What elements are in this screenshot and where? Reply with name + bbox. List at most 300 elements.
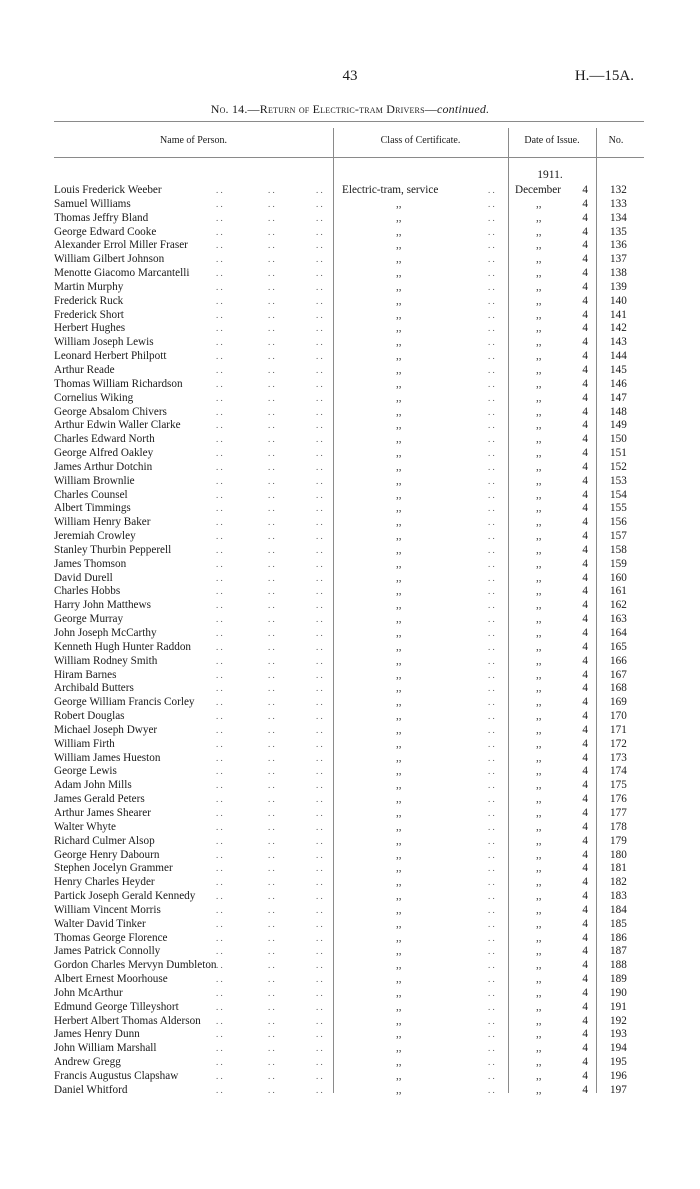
driver-name: Partick Joseph Gerald Kennedy (54, 890, 196, 903)
certificate-class: ,, (396, 973, 402, 986)
certificate-class: ,, (396, 197, 402, 210)
leader-dots: . . (268, 351, 275, 362)
leader-dots: . . (268, 849, 275, 860)
issue-day: 4 (582, 1000, 588, 1013)
issue-month: ,, (536, 682, 542, 695)
certificate-class: ,, (396, 848, 402, 861)
issue-month: ,, (536, 267, 542, 280)
driver-name: Samuel Williams (54, 197, 131, 210)
issue-day: 4 (582, 1056, 588, 1069)
table-row (0, 890, 700, 904)
driver-name: Walter Whyte (54, 820, 116, 833)
certificate-number: 178 (610, 820, 627, 833)
leader-dots: . . (316, 295, 323, 306)
certificate-class: ,, (396, 627, 402, 639)
table-row (0, 212, 700, 226)
leader-dots: . . (216, 406, 223, 417)
certificate-class: ,, (396, 571, 402, 584)
issue-day: 4 (582, 377, 588, 390)
driver-name: William James Hueston (54, 751, 161, 764)
driver-name: Daniel Whitford (54, 1083, 128, 1096)
certificate-number: 147 (610, 391, 627, 404)
year-label: 1911. (537, 169, 563, 181)
certificate-number: 184 (610, 903, 627, 916)
leader-dots: . . (488, 378, 495, 389)
certificate-number: 183 (610, 890, 627, 903)
certificate-class: ,, (396, 599, 402, 612)
certificate-number: 172 (610, 737, 627, 750)
driver-name: Henry Charles Heyder (54, 876, 155, 889)
leader-dots: . . (316, 877, 323, 888)
leader-dots: . . (268, 835, 275, 846)
table-row (0, 1056, 700, 1070)
leader-dots: . . (268, 517, 275, 528)
issue-day: 4 (582, 585, 588, 598)
issue-month: ,, (536, 973, 542, 986)
leader-dots: . . (216, 392, 223, 403)
leader-dots: . . (488, 974, 495, 985)
leader-dots: . . (268, 406, 275, 417)
leader-dots: . . (488, 794, 495, 805)
table-row (0, 530, 700, 544)
leader-dots: . . (268, 323, 275, 334)
issue-day: 4 (582, 959, 588, 972)
leader-dots: . . (216, 669, 223, 680)
certificate-class: ,, (396, 1070, 402, 1082)
leader-dots: . . (268, 614, 275, 625)
driver-name: George William Francis Corley (54, 696, 195, 709)
leader-dots: . . (488, 724, 495, 735)
issue-month: ,, (536, 834, 542, 847)
header-name: Name of Person. (160, 135, 227, 146)
issue-month: ,, (536, 654, 542, 667)
certificate-number: 156 (610, 516, 627, 529)
certificate-class: ,, (396, 737, 402, 750)
leader-dots: . . (488, 544, 495, 555)
table-row (0, 779, 700, 793)
issue-month: ,, (536, 308, 542, 321)
issue-day: 4 (582, 419, 588, 432)
leader-dots: . . (268, 461, 275, 472)
leader-dots: . . (316, 337, 323, 348)
table-row (0, 1001, 700, 1015)
issue-month: ,, (536, 710, 542, 723)
leader-dots: . . (216, 544, 223, 555)
issue-month: ,, (536, 627, 542, 639)
leader-dots: . . (316, 544, 323, 555)
leader-dots: . . (216, 849, 223, 860)
issue-day: 4 (582, 806, 588, 819)
certificate-class: ,, (396, 820, 402, 833)
certificate-number: 141 (610, 308, 627, 321)
leader-dots: . . (316, 434, 323, 445)
leader-dots: . . (268, 946, 275, 957)
leader-dots: . . (216, 240, 223, 251)
leader-dots: . . (268, 932, 275, 943)
leader-dots: . . (216, 378, 223, 389)
leader-dots: . . (488, 240, 495, 251)
leader-dots: . . (216, 987, 223, 998)
issue-day: 4 (582, 502, 588, 515)
table-title-main: No. 14.—Return of Electric-tram Drivers— (210, 102, 437, 116)
table-row (0, 489, 700, 503)
leader-dots: . . (316, 489, 323, 500)
leader-dots: . . (316, 448, 323, 459)
leader-dots: . . (268, 1029, 275, 1040)
leader-dots: . . (488, 807, 495, 818)
issue-day: 4 (582, 945, 588, 958)
issue-month: ,, (536, 945, 542, 958)
table-row (0, 849, 700, 863)
leader-dots: . . (216, 614, 223, 625)
certificate-class: ,, (396, 1028, 402, 1041)
certificate-class: ,, (396, 280, 402, 293)
leader-dots: . . (316, 503, 323, 514)
issue-day: 4 (582, 668, 588, 681)
driver-name: Cornelius Wiking (54, 391, 134, 404)
certificate-class: ,, (396, 447, 402, 460)
certificate-number: 191 (610, 1000, 627, 1013)
leader-dots: . . (268, 974, 275, 985)
issue-month: ,, (536, 917, 542, 930)
certificate-number: 188 (610, 959, 627, 972)
leader-dots: . . (316, 987, 323, 998)
issue-day: 4 (582, 640, 588, 653)
certificate-number: 145 (610, 363, 627, 376)
leader-dots: . . (268, 544, 275, 555)
driver-name: Louis Frederick Weeber (54, 184, 162, 196)
leader-dots: . . (316, 697, 323, 708)
driver-name: Martin Murphy (54, 280, 124, 293)
certificate-number: 144 (610, 350, 627, 363)
certificate-class: ,, (396, 779, 402, 792)
issue-month: ,, (536, 848, 542, 861)
leader-dots: . . (268, 531, 275, 542)
leader-dots: . . (268, 448, 275, 459)
leader-dots: . . (488, 738, 495, 749)
table-row (0, 419, 700, 433)
issue-day: 4 (582, 405, 588, 418)
issue-month: ,, (536, 211, 542, 224)
leader-dots: . . (268, 185, 275, 195)
leader-dots: . . (268, 281, 275, 292)
leader-dots: . . (216, 448, 223, 459)
certificate-class: ,, (396, 696, 402, 709)
leader-dots: . . (488, 600, 495, 611)
certificate-class: ,, (396, 723, 402, 736)
issue-month: ,, (536, 502, 542, 515)
leader-dots: . . (488, 503, 495, 514)
table-row (0, 267, 700, 281)
leader-dots: . . (316, 1057, 323, 1068)
leader-dots: . . (488, 821, 495, 832)
leader-dots: . . (216, 364, 223, 375)
issue-day: 4 (582, 197, 588, 210)
issue-month: ,, (536, 1083, 542, 1096)
issue-day: 4 (582, 613, 588, 626)
leader-dots: . . (316, 614, 323, 625)
table-row (0, 309, 700, 323)
leader-dots: . . (316, 863, 323, 874)
certificate-class: ,, (396, 986, 402, 999)
leader-dots: . . (216, 780, 223, 791)
leader-dots: . . (268, 364, 275, 375)
certificate-number: 195 (610, 1056, 627, 1069)
certificate-class: ,, (396, 959, 402, 972)
certificate-number: 161 (610, 585, 627, 598)
issue-month: ,, (536, 557, 542, 570)
certificate-number: 173 (610, 751, 627, 764)
leader-dots: . . (216, 1043, 223, 1054)
issue-day: 4 (582, 253, 588, 266)
table-row (0, 710, 700, 724)
leader-dots: . . (216, 821, 223, 832)
leader-dots: . . (268, 1043, 275, 1054)
table-row (0, 862, 700, 876)
leader-dots: . . (316, 1084, 323, 1095)
issue-month: ,, (536, 1028, 542, 1041)
issue-month: ,, (536, 253, 542, 266)
leader-dots: . . (488, 835, 495, 846)
driver-name: Stanley Thurbin Pepperell (54, 543, 172, 556)
leader-dots: . . (488, 185, 495, 195)
certificate-number: 162 (610, 599, 627, 612)
issue-month: ,, (536, 516, 542, 529)
leader-dots: . . (216, 863, 223, 874)
table-row (0, 599, 700, 613)
driver-name: Charles Counsel (54, 488, 128, 501)
leader-dots: . . (216, 724, 223, 735)
leader-dots: . . (316, 891, 323, 902)
issue-day: 4 (582, 751, 588, 764)
leader-dots: . . (488, 364, 495, 375)
certificate-number: 136 (610, 239, 627, 252)
issue-month: ,, (536, 1014, 542, 1027)
certificate-number: 170 (610, 710, 627, 723)
leader-dots: . . (488, 780, 495, 791)
table-row (0, 558, 700, 572)
driver-name: Gordon Charles Mervyn Dumbleton (54, 959, 217, 972)
leader-dots: . . (268, 697, 275, 708)
driver-name: Michael Joseph Dwyer (54, 723, 158, 736)
certificate-class: ,, (396, 945, 402, 958)
leader-dots: . . (316, 351, 323, 362)
leader-dots: . . (216, 586, 223, 597)
table-row (0, 392, 700, 406)
issue-month: ,, (536, 474, 542, 487)
issue-day: 4 (582, 363, 588, 376)
driver-name: James Gerald Peters (54, 793, 145, 806)
issue-day: 4 (582, 447, 588, 460)
leader-dots: . . (316, 406, 323, 417)
leader-dots: . . (316, 835, 323, 846)
leader-dots: . . (216, 766, 223, 777)
leader-dots: . . (488, 448, 495, 459)
certificate-class: ,, (396, 917, 402, 930)
leader-dots: . . (216, 517, 223, 528)
driver-name: William Firth (54, 737, 115, 750)
issue-day: 4 (582, 862, 588, 875)
certificate-number: 179 (610, 834, 627, 847)
leader-dots: . . (216, 212, 223, 223)
issue-month: ,, (536, 1042, 542, 1055)
leader-dots: . . (216, 309, 223, 320)
leader-dots: . . (216, 628, 223, 638)
issue-month: ,, (536, 543, 542, 556)
leader-dots: . . (316, 558, 323, 569)
leader-dots: . . (268, 572, 275, 583)
leader-dots: . . (316, 531, 323, 542)
leader-dots: . . (316, 655, 323, 666)
driver-name: William Brownlie (54, 474, 135, 487)
table-row (0, 572, 700, 586)
issue-month: ,, (536, 820, 542, 833)
certificate-number: 180 (610, 848, 627, 861)
issue-day: 4 (582, 1014, 588, 1027)
driver-name: Thomas William Richardson (54, 377, 183, 390)
issue-month: ,, (536, 723, 542, 736)
certificate-class: ,, (396, 1000, 402, 1013)
certificate-class: ,, (396, 377, 402, 390)
leader-dots: . . (488, 1084, 495, 1095)
certificate-number: 171 (610, 723, 627, 736)
table-row (0, 904, 700, 918)
table-row (0, 627, 700, 641)
issue-month: ,, (536, 696, 542, 709)
leader-dots: . . (268, 863, 275, 874)
certificate-class: ,, (396, 530, 402, 543)
issue-day: 4 (582, 280, 588, 293)
certificate-number: 143 (610, 336, 627, 349)
table-row (0, 738, 700, 752)
leader-dots: . . (316, 628, 323, 638)
issue-day: 4 (582, 765, 588, 778)
certificate-number: 177 (610, 806, 627, 819)
leader-dots: . . (316, 766, 323, 777)
driver-name: Leonard Herbert Philpott (54, 350, 167, 363)
driver-name: Alexander Errol Miller Fraser (54, 239, 188, 252)
leader-dots: . . (268, 683, 275, 694)
certificate-number: 151 (610, 447, 627, 460)
certificate-number: 157 (610, 530, 627, 543)
leader-dots: . . (268, 378, 275, 389)
leader-dots: . . (316, 711, 323, 722)
certificate-class: ,, (396, 613, 402, 626)
driver-name: William Rodney Smith (54, 654, 158, 667)
leader-dots: . . (268, 337, 275, 348)
certificate-class: ,, (396, 225, 402, 238)
leader-dots: . . (488, 697, 495, 708)
issue-month: ,, (536, 806, 542, 819)
certificate-number: 196 (610, 1070, 627, 1082)
issue-day: 4 (582, 599, 588, 612)
certificate-class: ,, (396, 876, 402, 889)
issue-month: ,, (536, 488, 542, 501)
leader-dots: . . (216, 835, 223, 846)
leader-dots: . . (488, 1001, 495, 1012)
certificate-number: 135 (610, 225, 627, 238)
leader-dots: . . (316, 226, 323, 237)
leader-dots: . . (216, 281, 223, 292)
leader-dots: . . (216, 531, 223, 542)
issue-day: 4 (582, 723, 588, 736)
driver-name: Albert Ernest Moorhouse (54, 973, 168, 986)
certificate-class: ,, (396, 682, 402, 695)
issue-month: December (515, 184, 561, 196)
leader-dots: . . (488, 281, 495, 292)
certificate-number: 185 (610, 917, 627, 930)
leader-dots: . . (216, 904, 223, 915)
leader-dots: . . (268, 392, 275, 403)
driver-name: Francis Augustus Clapshaw (54, 1070, 179, 1082)
table-row (0, 1015, 700, 1029)
driver-name: Walter David Tinker (54, 917, 146, 930)
leader-dots: . . (268, 489, 275, 500)
certificate-number: 142 (610, 322, 627, 335)
certificate-number: 165 (610, 640, 627, 653)
driver-name: William Henry Baker (54, 516, 151, 529)
issue-month: ,, (536, 433, 542, 446)
issue-day: 4 (582, 530, 588, 543)
certificate-class: ,, (396, 460, 402, 473)
leader-dots: . . (268, 1057, 275, 1068)
leader-dots: . . (268, 295, 275, 306)
issue-month: ,, (536, 1070, 542, 1082)
driver-name: Jeremiah Crowley (54, 530, 136, 543)
issue-day: 4 (582, 820, 588, 833)
issue-day: 4 (582, 474, 588, 487)
leader-dots: . . (268, 891, 275, 902)
table-row (0, 336, 700, 350)
table-row (0, 544, 700, 558)
certificate-class: ,, (396, 806, 402, 819)
leader-dots: . . (488, 558, 495, 569)
certificate-class: ,, (396, 391, 402, 404)
issue-day: 4 (582, 543, 588, 556)
leader-dots: . . (268, 1015, 275, 1026)
leader-dots: . . (216, 185, 223, 195)
leader-dots: . . (316, 198, 323, 209)
leader-dots: . . (316, 1029, 323, 1040)
leader-dots: . . (316, 572, 323, 583)
leader-dots: . . (316, 392, 323, 403)
issue-month: ,, (536, 197, 542, 210)
leader-dots: . . (216, 932, 223, 943)
leader-dots: . . (316, 946, 323, 957)
leader-dots: . . (316, 364, 323, 375)
table-top-rule (54, 121, 644, 122)
driver-name: Arthur Edwin Waller Clarke (54, 419, 181, 432)
leader-dots: . . (316, 240, 323, 251)
driver-name: Arthur James Shearer (54, 806, 151, 819)
issue-month: ,, (536, 986, 542, 999)
table-row (0, 475, 700, 489)
driver-name: William Gilbert Johnson (54, 253, 165, 266)
leader-dots: . . (268, 600, 275, 611)
certificate-class: ,, (396, 751, 402, 764)
leader-dots: . . (488, 628, 495, 638)
leader-dots: . . (488, 641, 495, 652)
certificate-class: ,, (396, 211, 402, 224)
driver-name: David Durell (54, 571, 113, 584)
certificate-number: 175 (610, 779, 627, 792)
driver-name: Thomas Jeffry Bland (54, 211, 149, 224)
issue-day: 4 (582, 211, 588, 224)
driver-name: Adam John Mills (54, 779, 132, 792)
issue-month: ,, (536, 447, 542, 460)
certificate-number: 139 (610, 280, 627, 293)
leader-dots: . . (488, 461, 495, 472)
